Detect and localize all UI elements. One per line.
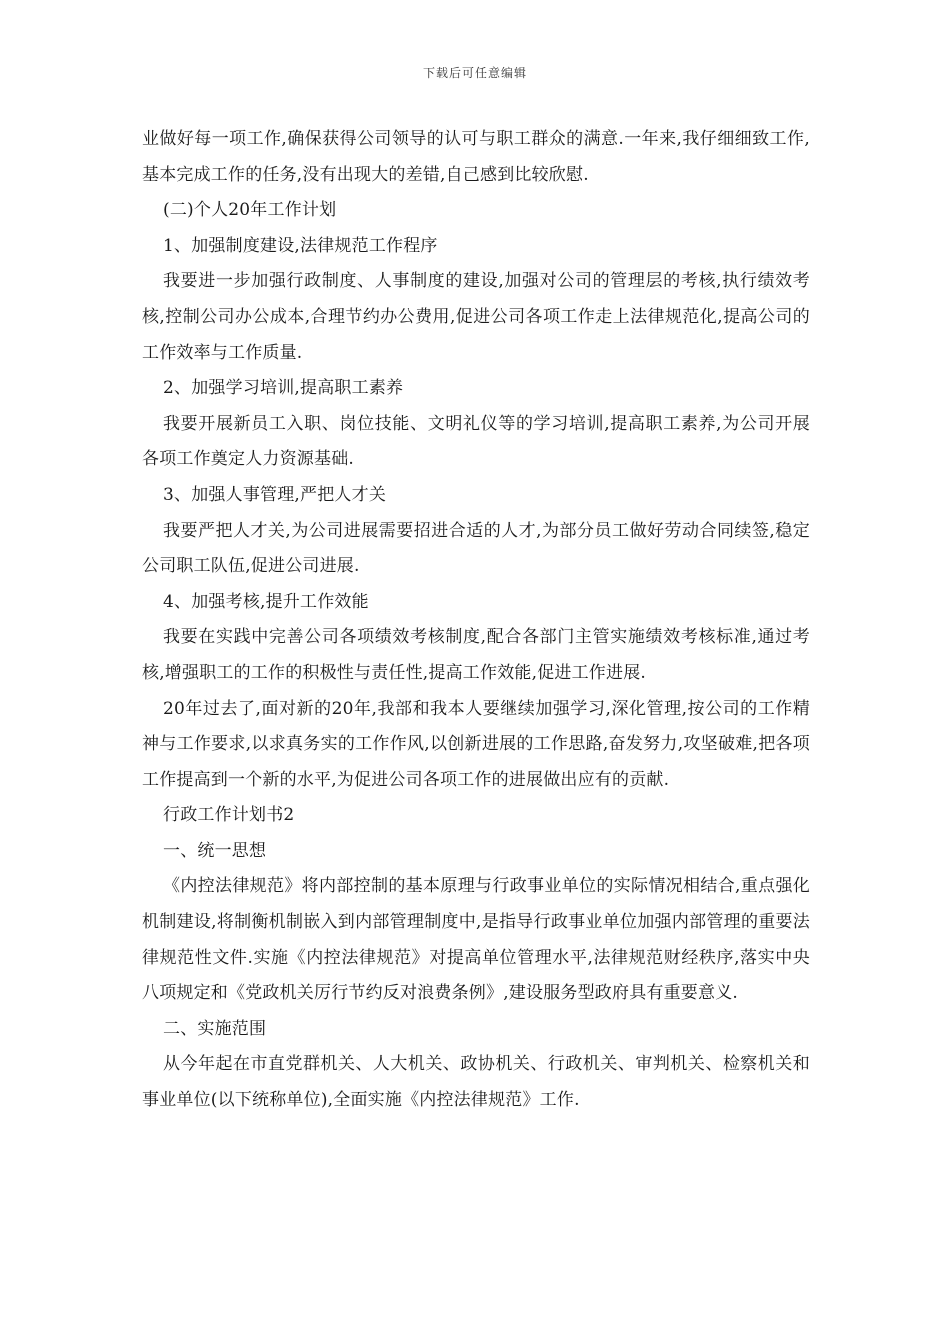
subsection-heading: 4、加强考核,提升工作效能 bbox=[163, 591, 369, 612]
paragraph: 我要进一步加强行政制度、人事制度的建设,加强对公司的管理层的考核,执行绩效考核,控制公司办公成本,合理节约办公费用,促进公司各项工作走上法律规范化,提高公司的工作效率与工作质量. bbox=[142, 271, 810, 363]
page-header-note: 下载后可任意编辑 bbox=[422, 66, 527, 80]
document-body bbox=[142, 122, 810, 1119]
document-title: 行政工作计划书2 bbox=[163, 805, 295, 826]
paragraph: 业做好每一项工作,确保获得公司领导的认可与职工群众的满意.一年来,我仔细细致工作,基本完成工作的任务,没有出现大的差错,自己感到比较欣慰. bbox=[142, 129, 810, 185]
paragraph: 我要严把人才关,为公司进展需要招进合适的人才,为部分员工做好劳动合同续签,稳定公司职工队伍,促进公司进展. bbox=[142, 520, 810, 577]
subsection-heading: 1、加强制度建设,法律规范工作程序 bbox=[163, 235, 438, 256]
paragraph: 20年过去了,面对新的20年,我部和我本人要继续加强学习,深化管理,按公司的工作精神与工作要求,以求真务实的工作作风,以创新进展的工作思路,奋发努力,攻坚破难,把各项工作提高到一个新的水平,为促进公司各项工作的进展做出应有的贡献. bbox=[142, 698, 810, 790]
section-heading: 一、统一思想 bbox=[163, 840, 267, 861]
section-heading: 二、实施范围 bbox=[163, 1018, 267, 1039]
paragraph: 我要在实践中完善公司各项绩效考核制度,配合各部门主管实施绩效考核标准,通过考核,增强职工的工作的积极性与责任性,提高工作效能,促进工作进展. bbox=[142, 627, 810, 683]
section-heading: (二)个人20年工作计划 bbox=[163, 200, 337, 221]
paragraph: 从今年起在市直党群机关、人大机关、政协机关、行政机关、审判机关、检察机关和事业单位(以下统称单位),全面实施《内控法律规范》工作. bbox=[142, 1054, 810, 1111]
paragraph: 《内控法律规范》将内部控制的基本原理与行政事业单位的实际情况相结合,重点强化机制建设,将制衡机制嵌入到内部管理制度中,是指导行政事业单位加强内部管理的重要法律规范性文件.实施《内控法律规范》对提高单位管理水平,法律规范财经秩序,落实中央八项规定和《党政机关厉行节约反对浪费条例》,建设服务型政府具有重要意义. bbox=[142, 876, 810, 1004]
paragraph: 我要开展新员工入职、岗位技能、文明礼仪等的学习培训,提高职工素养,为公司开展各项工作奠定人力资源基础. bbox=[142, 413, 810, 470]
subsection-heading: 2、加强学习培训,提高职工素养 bbox=[163, 378, 404, 399]
subsection-heading: 3、加强人事管理,严把人才关 bbox=[163, 484, 387, 505]
